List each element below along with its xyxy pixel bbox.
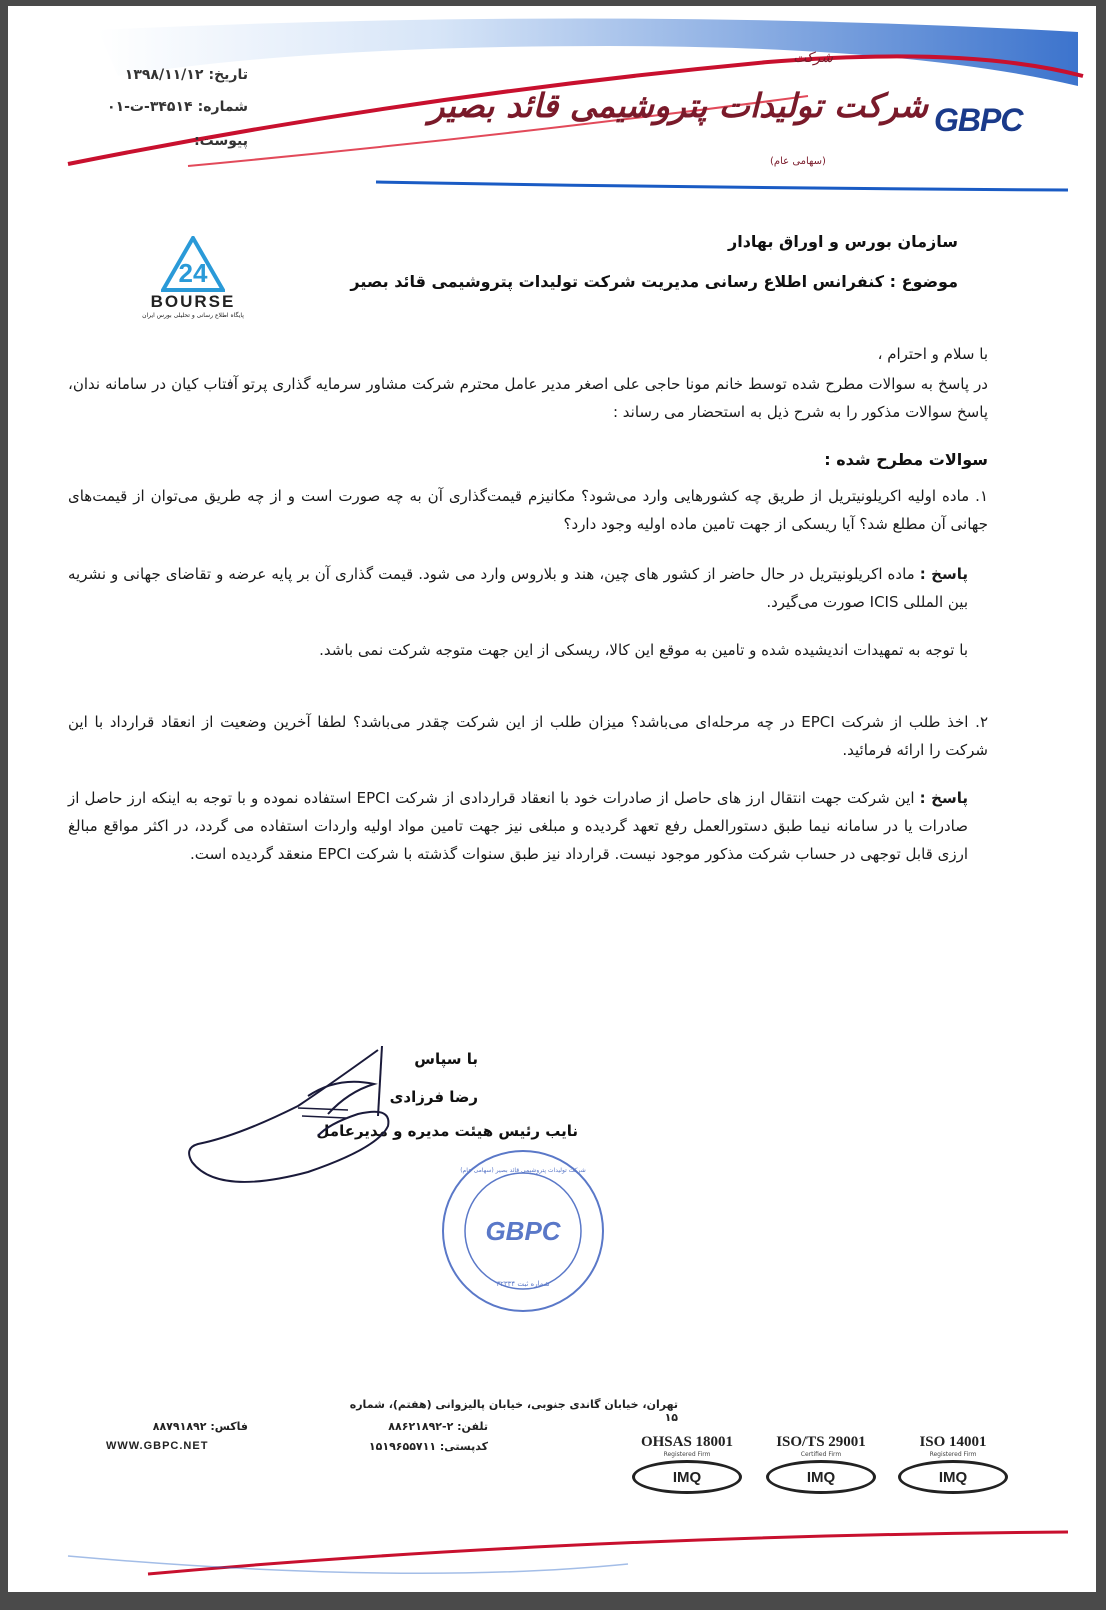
fax-value: ۸۸۷۹۱۸۹۲ [152, 1420, 207, 1433]
intro-paragraph: در پاسخ به سوالات مطرح شده توسط خانم مونا حاجی علی اصغر مدیر عامل محترم شرکت مشاور سرمایه گذاری پرتو آفتاب کیان در سامانه ندان، پاسخ سوالات مذکور را به شرح ذیل به استحضار می رساند : [68, 375, 988, 421]
cert-iso-14001-name: ISO 14001 [919, 1434, 987, 1450]
company-prefix: شرکت [793, 50, 833, 66]
postal-value: ۱۵۱۹۶۵۵۷۱۱ [368, 1440, 437, 1453]
cert-ohsas-sub: Registered Firm [663, 1451, 711, 1458]
attachment-label: پیوست: [194, 133, 248, 149]
cert-iso-ts-sub: Certified Firm [800, 1451, 842, 1458]
fax-label: فاکس: [210, 1420, 248, 1433]
footer-address: تهران، خیابان گاندی جنوبی، خیابان پالیزوانی (هفتم)، شماره ۱۵ [349, 1398, 678, 1424]
handwritten-signature [178, 1036, 418, 1186]
company-name: شرکت تولیدات پتروشیمی قائد بصیر [428, 86, 928, 125]
answer-1-note: با توجه به تمهیدات اندیشیده شده و تامین به موقع این کالا، ریسکی از این جهت متوجه شرکت نمی باشد. [319, 641, 968, 659]
questions-heading: سوالات مطرح شده : [824, 450, 988, 469]
phone-label: تلفن: [457, 1420, 488, 1433]
stamp-ring-text: شرکت تولیدات پتروشیمی قائد بصیر (سهامی عام) [460, 1167, 586, 1174]
subject: موضوع : کنفرانس اطلاع رسانی مدیریت شرکت تولیدات پتروشیمی قائد بصیر [350, 272, 958, 291]
question-1: ۱. ماده اولیه اکریلونیتریل از طریق چه کشورهایی وارد می‌شود؟ مکانیزم قیمت‌گذاری آن به چه صورت است و از چه طریق می‌توان از قیمت‌های جهانی آن مطلع شد؟ آیا ریسکی از جهت تامین ماده اولیه وجود دارد؟ [68, 487, 988, 533]
company-logo: GBPC [934, 102, 1023, 138]
cert-iso-ts [756, 1434, 886, 1494]
imq-badge-icon: IMQ [632, 1460, 742, 1494]
answer-1-text: ماده اکریلونیتریل در حال حاضر از کشور های چین، هند و بلاروس وارد می شود. قیمت گذاری آن بر پایه عرضه و تقاضای جهانی و نشریه بین المللی ICIS صورت می‌گیرد. [68, 565, 968, 611]
stamp-graphic [438, 1146, 608, 1316]
letter-page [8, 6, 1096, 1592]
cert-iso-ts-name: ISO/TS 29001 [776, 1434, 866, 1450]
number-value: ۳۴۵۱۴-ت-۰۱ [107, 99, 193, 115]
footer-website[interactable]: WWW.GBPC.NET [106, 1440, 209, 1452]
imq-badge-icon: IMQ [898, 1460, 1008, 1494]
bourse-tagline: پایگاه اطلاع رسانی و تحلیلی بورس ایران [142, 312, 244, 319]
date-label: تاریخ: [208, 67, 248, 83]
imq-badge-icon: IMQ [766, 1460, 876, 1494]
cert-iso-14001 [888, 1434, 1018, 1494]
bourse-logo-icon [161, 236, 225, 292]
question-2: ۲. اخذ طلب از شرکت EPCI در چه مرحله‌ای می‌باشد؟ میزان طلب از این شرکت چقدر می‌باشد؟ لطفا آخرین وضعیت از انعقاد قرارداد با این شرکت را ارائه فرمائید. [68, 713, 988, 759]
signatory-title: نایب رئیس هیئت مدیره و مدیرعامل [316, 1122, 578, 1140]
footer-fax [98, 1420, 248, 1433]
phone-value: ۲-۸۸۶۲۱۸۹۲ [388, 1420, 454, 1433]
answer-1 [68, 560, 968, 616]
closing: با سپاس [414, 1050, 478, 1068]
footer-phone [348, 1420, 488, 1433]
cert-ohsas [622, 1434, 752, 1494]
signatory-name: رضا فرزادی [389, 1088, 478, 1106]
cert-ohsas-name: OHSAS 18001 [640, 1434, 734, 1450]
answer-2-text: این شرکت جهت انتقال ارز های حاصل از صادرات خود با انعقاد قراردادی از شرکت EPCI استفاده نموده و با توجه به اینکه ارز حاصل از صادرات یا در سامانه نیما طبق دستورالعمل رفع تعهد گردیده و مبلغی نیز جهت تامین مواد اولیه واردات استفاده می گردد، در اکثر مواقع مبالغ ارزی قابل توجهی در حساب شرکت مذکور موجود نیست. قرارداد نیز طبق سنوات گذشته با شرکت EPCI منعقد گردیده است. [68, 789, 968, 863]
footer-postal [348, 1440, 488, 1453]
date-value: ۱۳۹۸/۱۱/۱۲ [124, 67, 204, 83]
answer-1-label: پاسخ : [919, 565, 968, 583]
stamp-reg: شماره ثبت ۳۲۳۳۴ [496, 1280, 550, 1288]
bourse-brand: BOURSE [150, 292, 236, 311]
answer-2 [68, 784, 968, 868]
answer-2-label: پاسخ : [919, 789, 969, 807]
greeting: با سلام و احترام ، [877, 345, 988, 363]
bourse-watermark [138, 236, 248, 319]
company-type: (سهامی عام) [770, 156, 826, 167]
number-label: شماره: [197, 99, 248, 115]
svg-text:24: 24 [178, 258, 208, 288]
recipient: سازمان بورس و اوراق بهادار [728, 232, 958, 251]
stamp-logo: GBPC [485, 1216, 561, 1246]
postal-label: کدپستی: [439, 1440, 488, 1453]
cert-iso-14001-sub: Registered Firm [929, 1451, 977, 1458]
company-stamp [438, 1146, 608, 1320]
